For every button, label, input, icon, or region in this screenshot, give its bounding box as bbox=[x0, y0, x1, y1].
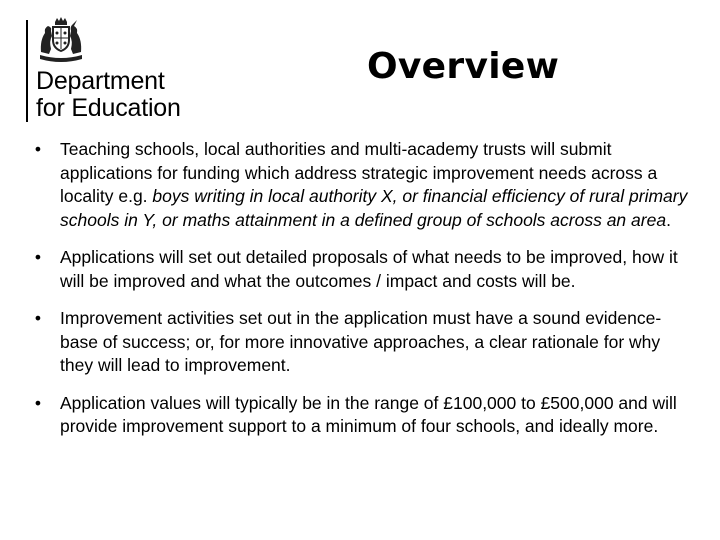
bullet-marker: • bbox=[34, 139, 42, 159]
bullet-marker: • bbox=[34, 392, 42, 413]
bullet-text: Improvement activities set out in the application must have a sound evidence-base of success; or, for more innovative approaches, a clear rationale for why they will lead to improvement. bbox=[60, 308, 662, 375]
bullet-item bbox=[30, 246, 690, 293]
bullet-marker: • bbox=[34, 308, 42, 328]
logo-line-2: for Education bbox=[36, 94, 181, 122]
bullet-text: Applications will set out detailed proposals of what needs to be improved, how it will be improved and what the outcomes / impact and costs will be. bbox=[60, 247, 678, 291]
slide-title: Overview bbox=[367, 46, 560, 87]
bullet-item bbox=[30, 138, 690, 232]
department-logo-text bbox=[36, 68, 181, 122]
bullet-tail: . bbox=[666, 209, 671, 230]
bullet-item bbox=[30, 307, 690, 378]
bullet-text: Teaching schools, local authorities and multi-academy trusts will submit applications for funding which address strategic improvement needs across a locality e.g. bbox=[60, 139, 658, 206]
bullet-text: Application values will typically be in the range of £100,000 to £500,000 and will provide improvement support to a minimum of four schools, and ideally more. bbox=[60, 392, 677, 436]
bullet-italic-text: boys writing in local authority X, or financial efficiency of rural primary schools in Y, or maths attainment in a defined group of schools across an area bbox=[60, 186, 688, 230]
logo-divider bbox=[26, 20, 28, 122]
bullet-item bbox=[30, 392, 690, 439]
bullet-marker: • bbox=[34, 247, 42, 267]
bullet-list bbox=[30, 138, 690, 453]
royal-coat-of-arms-icon bbox=[36, 16, 86, 64]
logo-line-1: Department bbox=[36, 67, 165, 95]
